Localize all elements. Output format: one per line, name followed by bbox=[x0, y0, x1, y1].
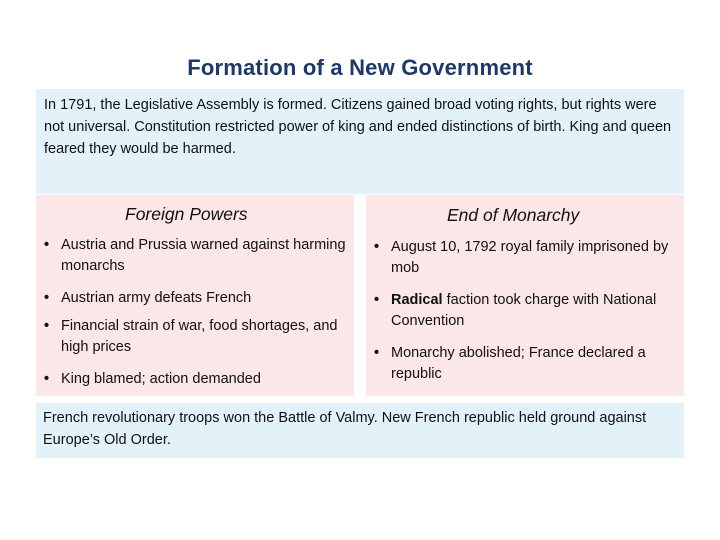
foreign-powers-heading: Foreign Powers bbox=[125, 204, 248, 224]
foreign-powers-list bbox=[44, 235, 348, 390]
page-title: Formation of a New Government bbox=[187, 55, 533, 80]
bullet-text: Monarchy abolished; France declared a republic bbox=[391, 345, 646, 382]
end-of-monarchy-panel bbox=[366, 195, 684, 396]
list-item bbox=[44, 288, 348, 309]
outro-text-box bbox=[36, 403, 684, 458]
bullet-icon: • bbox=[44, 371, 50, 387]
list-item bbox=[374, 290, 678, 332]
list-item bbox=[44, 235, 348, 277]
list-item bbox=[44, 369, 348, 390]
end-of-monarchy-heading: End of Monarchy bbox=[447, 205, 580, 225]
bullet-bold-word: Radical bbox=[391, 292, 443, 308]
bullet-text: King blamed; action demanded bbox=[61, 371, 261, 387]
list-item bbox=[374, 237, 678, 279]
end-of-monarchy-list bbox=[374, 237, 678, 385]
bullet-icon: • bbox=[374, 345, 380, 361]
list-item bbox=[44, 316, 348, 358]
bullet-icon: • bbox=[374, 292, 380, 308]
bullet-text: Austrian army defeats French bbox=[61, 290, 252, 306]
bullet-text: faction took charge with National Convention bbox=[391, 292, 657, 329]
bullet-text: Financial strain of war, food shortages, and high prices bbox=[61, 318, 338, 355]
bullet-text: August 10, 1792 royal family imprisoned by mob bbox=[391, 239, 669, 276]
bullet-text: Austria and Prussia warned against harming monarchs bbox=[61, 237, 346, 274]
bullet-icon: • bbox=[44, 290, 50, 306]
outro-text: French revolutionary troops won the Battle of Valmy. New French republic held ground against Europe’s Old Order. bbox=[43, 410, 647, 448]
list-item bbox=[374, 343, 678, 385]
bullet-icon: • bbox=[44, 318, 50, 334]
intro-text: In 1791, the Legislative Assembly is formed. Citizens gained broad voting rights, but rights were not universal. Constitution restricted power of king and ended distinctions of birth. King and queen feared they would be harmed. bbox=[44, 97, 672, 157]
bullet-icon: • bbox=[374, 239, 380, 255]
bullet-icon: • bbox=[44, 237, 50, 253]
intro-text-box bbox=[36, 89, 684, 194]
foreign-powers-panel bbox=[36, 195, 354, 396]
